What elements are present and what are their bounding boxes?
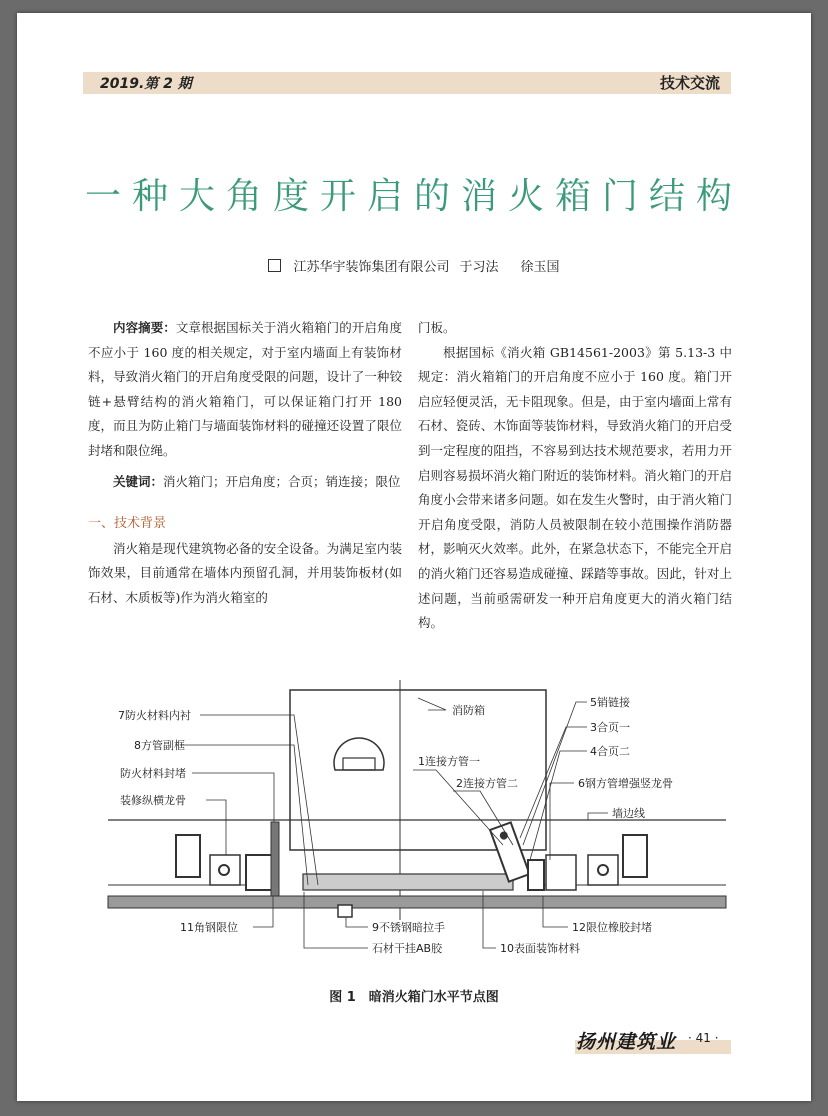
tube-right-2 (588, 855, 618, 885)
paragraph-1-left: 消火箱是现代建筑物必备的安全设备。为满足室内装饰效果，目前通常在墙体内预留孔洞，并用装饰板材(如石材、木质板等)作为消火箱室的 (88, 540, 402, 605)
abstract (88, 316, 402, 464)
paragraph-1-right: 门板。 (418, 320, 456, 335)
label-keel: 装修纵横龙骨 (120, 794, 186, 807)
label-7: 7防火材料内衬 (118, 709, 191, 722)
tube-right (546, 855, 576, 890)
abstract-text: 文章根据国标关于消火箱箱门的开启角度不应小于 160 度的相关规定，对于室内墙面上有装饰材料，导致消火箱门的开启角度受限的问题，设计了一种铰链+悬臂结构的消火箱箱门，可以保证箱门打开 180 度，而且为防止箱门与墙面装饰材料的碰撞还设置了限位封堵和限位绳。 (88, 320, 402, 458)
hose-reel (334, 738, 384, 770)
journal-logo: 扬州建筑业 (576, 1031, 677, 1053)
figure-caption: 图 1 暗消火箱门水平节点图 (329, 990, 499, 1005)
door-panel (303, 874, 513, 890)
label-10: 10表面装饰材料 (500, 942, 580, 955)
keel-left (176, 835, 200, 877)
keywords-label: 关键词： (113, 473, 164, 489)
fire-seal-left (271, 822, 279, 896)
hidden-handle (338, 905, 352, 917)
page-number: · 41 · (688, 1031, 719, 1045)
label-11: 11角钢限位 (180, 921, 238, 934)
leader-lines (180, 698, 608, 948)
article-title: 一种大角度开启的消火箱门结构 (84, 176, 743, 217)
label-8: 8方管副框 (134, 739, 185, 752)
left-column (88, 316, 402, 611)
column-label: 技术交流 (659, 74, 720, 92)
label-fire-seal: 防火材料封堵 (120, 767, 186, 780)
label-3: 3合页一 (590, 721, 630, 734)
label-stone: 石材干挂AB胶 (372, 942, 443, 955)
label-5: 5销链接 (590, 696, 630, 709)
label-6: 6钢方管增强竖龙骨 (578, 777, 673, 790)
hose-reel-base (343, 758, 375, 770)
label-2: 2连接方管二 (456, 777, 518, 790)
issue-label: 2019.第 2 期 (100, 76, 192, 92)
abstract-label: 内容摘要： (113, 320, 176, 335)
label-fire-box: 消防箱 (452, 704, 485, 717)
label-12: 12限位橡胶封堵 (572, 921, 652, 934)
hinge-assembly (490, 822, 529, 881)
figure-diagram (88, 670, 728, 975)
section-heading: 一、技术背景 (88, 516, 167, 532)
label-wall: 墙边线 (612, 807, 645, 820)
label-4: 4合页二 (590, 745, 630, 758)
author-name-2: 徐玉国 (520, 260, 560, 275)
square-icon (268, 259, 281, 272)
author-line (0, 256, 828, 275)
author-name-1: 于习法 (459, 260, 499, 275)
tube-left (210, 855, 240, 885)
label-9: 9不锈钢暗拉手 (372, 921, 445, 934)
wall-finish (108, 896, 726, 908)
right-column (418, 316, 732, 636)
sub-frame-right (528, 860, 544, 890)
keywords (88, 470, 402, 495)
label-1: 1连接方管一 (418, 755, 480, 768)
keel-right (623, 835, 647, 877)
paragraph-2: 根据国标《消火箱 GB14561-2003》第 5.13-3 中规定：消火箱箱门的开启角度不应小于 160 度。箱门开启应轻便灵活，无卡阻现象。但是，由于室内墙面上常有石材、瓷砖、木饰面等装饰材料，导致消火箱门的开启受到一定程度的阻挡，不容易到达技术规范要求，若用力开启则容易损坏消火箱门附近的装饰材料。消火箱门的开启角度小会带来诸多问题。如在发生火警时，由于消火箱门开启角度受限，消防人员被限制在较小范围操作消防器材，影响灭火效率。此外，在紧急状态下，不能完全开启的消火箱门还容易造成碰撞、踩踏等事故。因此，针对上述问题，当前亟需研发一种开启角度更大的消火箱门结构。 (418, 344, 732, 631)
author-org: 江苏华宇装饰集团有限公司 (293, 260, 450, 275)
keywords-text: 消火箱门；开启角度；合页；销连接；限位 (163, 473, 401, 489)
